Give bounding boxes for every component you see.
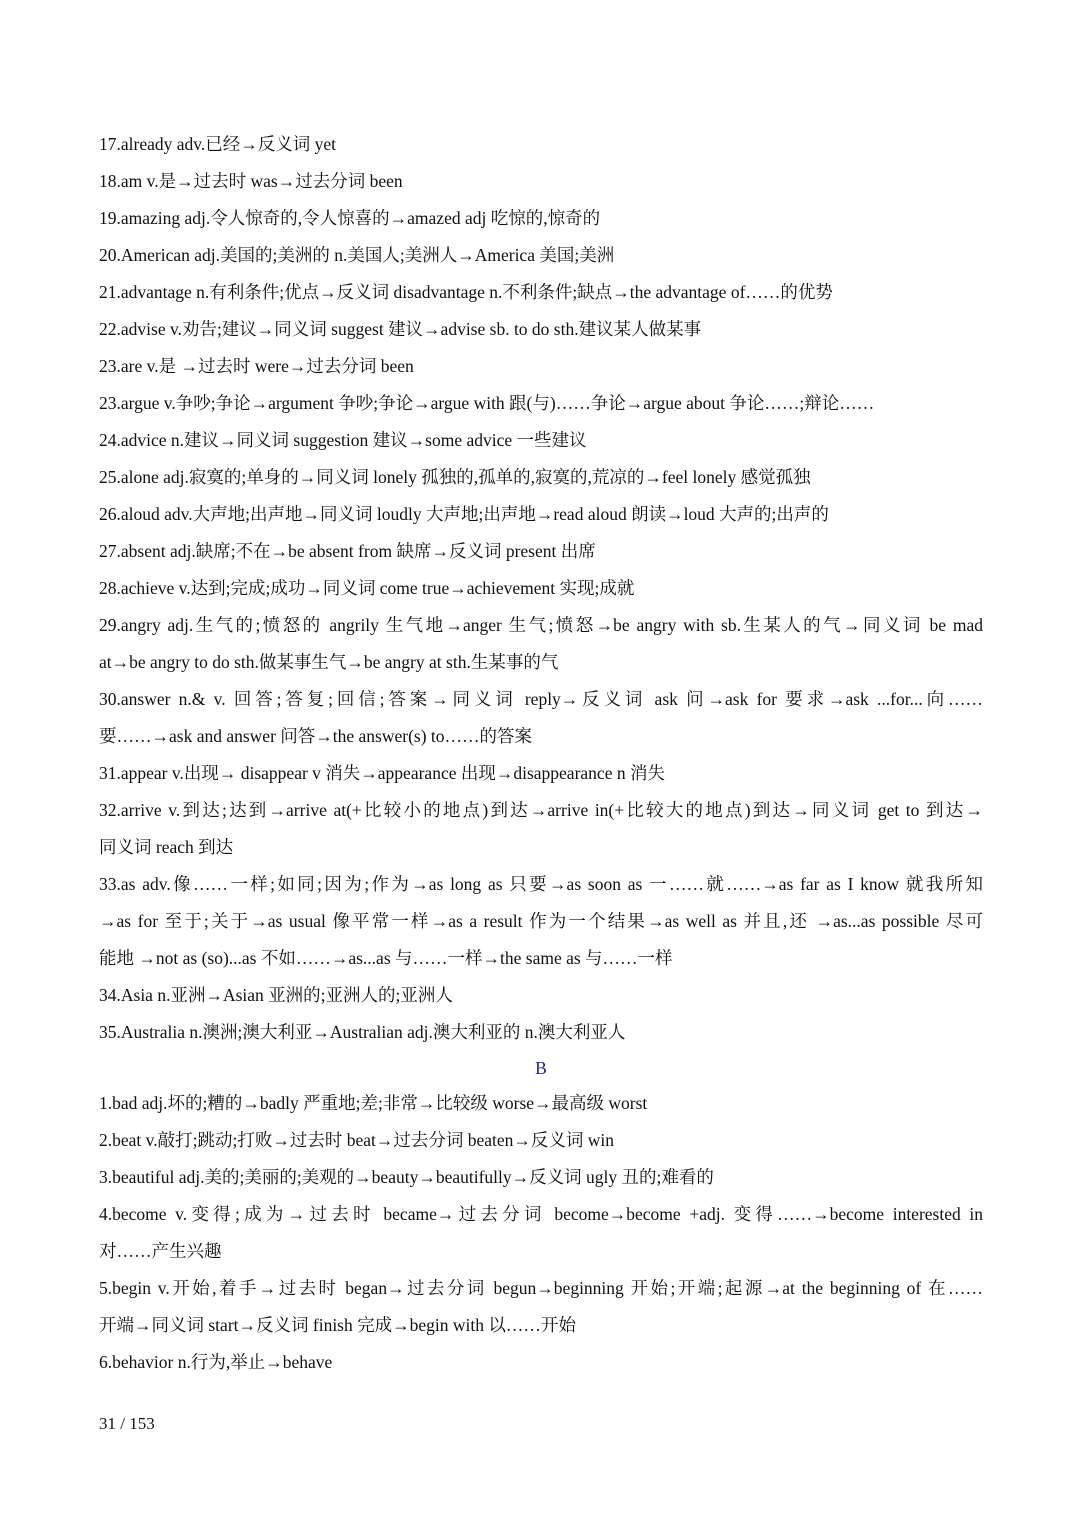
entry-line: 能地 →not as (so)...as 不如……→as...as 与……一样→the same as 与……一样: [99, 948, 673, 968]
entry-line: 35.Australia n.澳洲;澳大利亚→Australian adj.澳大利亚的 n.澳大利亚人: [99, 1022, 626, 1042]
page-number: 31 / 153: [99, 1414, 155, 1433]
entry-line: 27.absent adj.缺席;不在→be absent from 缺席→反义词 present 出席: [99, 541, 596, 561]
entry-line: 6.behavior n.行为,举止→behave: [99, 1352, 333, 1372]
entry-line: 33.as adv.像……一样;如同;因为;作为→as long as 只要→as soon as 一……就……→as far as I know 就我所知: [99, 874, 983, 894]
entry-line: 开端→同义词 start→反义词 finish 完成→begin with 以……开始: [99, 1315, 576, 1335]
entry-line: 29.angry adj.生气的;愤怒的 angrily 生气地→anger 生气;愤怒→be angry with sb.生某人的气→同义词 be mad: [99, 615, 983, 635]
entry-line: at→be angry to do sth.做某事生气→be angry at sth.生某事的气: [99, 652, 559, 672]
entry-line: 4.become v.变得;成为→过去时 became→过去分词 become→become +adj. 变得……→become interested in: [99, 1204, 983, 1224]
entry-line: 18.am v.是→过去时 was→过去分词 been: [99, 171, 403, 191]
vocabulary-list: [99, 126, 983, 1381]
entry-line: 32.arrive v.到达;达到→arrive at(+比较小的地点)到达→arrive in(+比较大的地点)到达→同义词 get to 到达→: [99, 800, 983, 820]
entries-a-continued: [99, 126, 983, 1051]
entry-line: 20.American adj.美国的;美洲的 n.美国人;美洲人→America 美国;美洲: [99, 245, 615, 265]
entry-line: 19.amazing adj.令人惊奇的,令人惊喜的→amazed adj 吃惊的,惊奇的: [99, 208, 601, 228]
entry-line: 17.already adv.已经→反义词 yet: [99, 134, 337, 154]
entry-line: 26.aloud adv.大声地;出声地→同义词 loudly 大声地;出声地→read aloud 朗读→loud 大声的;出声的: [99, 504, 829, 524]
entry-line: 22.advise v.劝告;建议→同义词 suggest 建议→advise sb. to do sth.建议某人做某事: [99, 319, 702, 339]
entry-line: 34.Asia n.亚洲→Asian 亚洲的;亚洲人的;亚洲人: [99, 985, 453, 1005]
entry-line: 5.begin v.开始,着手→过去时 began→过去分词 begun→beginning 开始;开端;起源→at the beginning of 在……: [99, 1278, 983, 1298]
entry-line: 31.appear v.出现→ disappear v 消失→appearance 出现→disappearance n 消失: [99, 763, 665, 783]
entry-line: 对……产生兴趣: [99, 1241, 222, 1261]
entry-line: 3.beautiful adj.美的;美丽的;美观的→beauty→beautifully→反义词 ugly 丑的;难看的: [99, 1167, 714, 1187]
entry-line: 要……→ask and answer 问答→the answer(s) to……的答案: [99, 726, 533, 746]
entry-line: 1.bad adj.坏的;糟的→badly 严重地;差;非常→比较级 worse→最高级 worst: [99, 1093, 648, 1113]
entry-line: 2.beat v.敲打;跳动;打败→过去时 beat→过去分词 beaten→反义词 win: [99, 1130, 615, 1150]
entry-line: 30.answer n.& v. 回答;答复;回信;答案→同义词 reply→反义词 ask 问→ask for 要求→ask ...for...向……: [99, 689, 983, 709]
entry-line: 21.advantage n.有利条件;优点→反义词 disadvantage n.不利条件;缺点→the advantage of……的优势: [99, 282, 833, 302]
entry-line: 23.are v.是 →过去时 were→过去分词 been: [99, 356, 414, 376]
entry-line: 25.alone adj.寂寞的;单身的→同义词 lonely 孤独的,孤单的,寂寞的,荒凉的→feel lonely 感觉孤独: [99, 467, 811, 487]
entry-line: 23.argue v.争吵;争论→argument 争吵;争论→argue with 跟(与)……争论→argue about 争论……;辩论……: [99, 393, 875, 413]
entry-line: 28.achieve v.达到;完成;成功→同义词 come true→achievement 实现;成就: [99, 578, 635, 598]
entry-line: 同义词 reach 到达: [99, 837, 234, 857]
section-heading-b: B: [535, 1058, 547, 1078]
entries-b: [99, 1085, 983, 1381]
entry-line: 24.advice n.建议→同义词 suggestion 建议→some advice 一些建议: [99, 430, 587, 450]
entry-line: →as for 至于;关于→as usual 像平常一样→as a result 作为一个结果→as well as 并且,还 →as...as possible 尽可: [99, 911, 983, 931]
